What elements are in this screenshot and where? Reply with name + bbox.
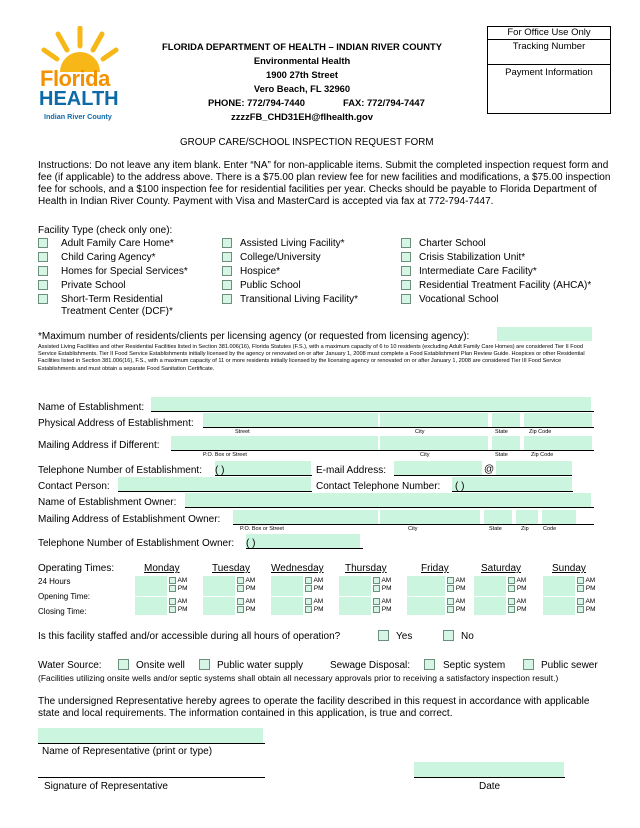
logo-text-county: Indian River County [44, 112, 112, 121]
state-sublabel: State [495, 429, 508, 435]
state-sublabel: State [489, 526, 502, 532]
onsite-well-checkbox[interactable] [118, 659, 129, 670]
facility-label: Charter School [419, 238, 486, 249]
owner-name-label: Name of Establishment Owner: [38, 497, 177, 508]
checkbox[interactable] [401, 238, 411, 248]
pm-label: PM [455, 584, 466, 592]
underline [215, 475, 312, 476]
city-sublabel: City [415, 429, 425, 435]
tracking-number-label: Tracking Number [488, 40, 610, 65]
pm-label: PM [516, 584, 527, 592]
facility-option[interactable] [38, 266, 48, 277]
checkbox[interactable] [401, 252, 411, 262]
underline [452, 491, 573, 492]
24-hours-label: 24 Hours [38, 577, 71, 586]
underline [394, 475, 572, 476]
am-label: AM [381, 577, 392, 585]
saturday-open-input[interactable] [474, 576, 506, 596]
monday-close-input[interactable] [135, 597, 167, 615]
phone-parens: ( ) [215, 465, 225, 476]
zip-code-sublabel: Zip Code [531, 452, 554, 458]
florida-health-logo [38, 26, 123, 124]
form-title: GROUP CARE/SCHOOL INSPECTION REQUEST FORM [180, 137, 434, 148]
checkbox[interactable] [222, 266, 232, 276]
septic-label: Septic system [443, 660, 506, 671]
facility-label: Intermediate Care Facility* [419, 266, 537, 277]
owner-telephone-label: Telephone Number of Establishment Owner: [38, 538, 235, 549]
pm-label: PM [585, 605, 596, 613]
contact-telephone-input[interactable] [452, 477, 572, 491]
day-saturday: Saturday [481, 563, 522, 574]
owner-zip-input[interactable] [516, 510, 538, 524]
sunday-close-input[interactable] [543, 597, 575, 615]
pm-label: PM [177, 584, 188, 592]
header-email: zzzzFB_CHD31EH@flhealth.gov [231, 111, 373, 122]
office-use-box [487, 26, 611, 114]
checkbox[interactable] [38, 280, 48, 290]
checkbox[interactable] [222, 280, 232, 290]
facility-option[interactable] [38, 294, 48, 305]
date-label: Date [479, 781, 501, 792]
day-friday: Friday [421, 563, 449, 574]
pm-label: PM [177, 605, 188, 613]
checkbox[interactable] [38, 294, 48, 304]
header-line4: Vero Beach, FL 32960 [253, 83, 351, 94]
owner-telephone-input[interactable] [246, 534, 360, 548]
phone-parens: ( ) [246, 538, 256, 549]
wednesday-open-ampm[interactable] [305, 577, 324, 592]
city-sublabel: City [408, 526, 418, 532]
facility-option[interactable] [38, 238, 48, 249]
friday-open-input[interactable] [407, 576, 445, 596]
underline [171, 450, 594, 451]
am-label: AM [516, 577, 527, 585]
septic-checkbox[interactable] [424, 659, 435, 670]
pm-label: PM [313, 584, 324, 592]
approval-note: (Facilities utilizing onsite wells and/or septic systems shall obtain all necessary approvals prior to receiving a satisfactory inspection result.) [38, 673, 559, 683]
header-line3: 1900 27th Street [266, 69, 338, 80]
am-label: AM [313, 577, 324, 585]
checkbox[interactable] [222, 238, 232, 248]
facility-option[interactable] [401, 252, 411, 263]
checkbox[interactable] [222, 252, 232, 262]
checkbox[interactable] [38, 252, 48, 262]
closing-time-label: Closing Time: [38, 607, 87, 616]
saturday-close-input[interactable] [474, 597, 506, 615]
max-residents-note: Assisted Living Facilities and other Residential Facilities listed in Section 381.006(16), Florida Statutes (F.S.), with a maximum capacity of 6 to 10 residents (excluding Adult Family Care Homes) are considered Tier II Food Service Establishments. Tier II Food Service Establishments initially licensed by the agency or renovated on or after January 1, 2008 must complete a Food Establishment Plan Review Guide. Hospices or other Residential Facilities listed in Section 381.006(16), F.S., with a maximum capacity of 11 or more residents initially licensed by the licensing agency or renovated on or after January 1, 2008 are considered Tier III Food Service Establishments and must obtain a separate Food Sanitation Certificate. [38, 344, 585, 372]
sunday-open-ampm[interactable] [577, 577, 596, 592]
owner-street-input[interactable] [233, 510, 378, 524]
am-label: AM [313, 598, 324, 606]
public-sewer-label: Public sewer [541, 660, 598, 671]
facility-option[interactable] [401, 280, 411, 291]
saturday-open-ampm[interactable] [508, 577, 527, 592]
mailing-state-input[interactable] [492, 436, 520, 450]
checkbox[interactable] [401, 266, 411, 276]
underline [203, 427, 594, 428]
monday-close-ampm[interactable] [169, 598, 188, 613]
pm-label: PM [245, 584, 256, 592]
signature-label: Signature of Representative [44, 781, 168, 792]
telephone-label: Telephone Number of Establishment: [38, 465, 202, 476]
onsite-well-label: Onsite well [136, 660, 185, 671]
facility-option[interactable] [222, 294, 232, 305]
contact-telephone-label: Contact Telephone Number: [316, 481, 441, 492]
facility-option[interactable] [222, 238, 232, 249]
facility-label: College/University [240, 252, 321, 263]
friday-close-input[interactable] [407, 597, 445, 615]
payment-information-label: Payment Information [505, 67, 593, 78]
facility-option[interactable] [38, 280, 48, 291]
code-sublabel: Code [543, 526, 557, 532]
am-label: AM [455, 577, 466, 585]
representative-name-label: Name of Representative (print or type) [42, 746, 213, 757]
logo-text-health: HEALTH [39, 88, 119, 110]
tuesday-open-ampm[interactable] [237, 577, 256, 592]
physical-city-input[interactable] [380, 413, 488, 427]
am-label: AM [381, 598, 392, 606]
email-user-input[interactable] [394, 461, 482, 475]
operating-times-label: Operating Times: [38, 563, 115, 574]
staffed-question: Is this facility staffed and/or accessible during all hours of operation? [38, 631, 341, 642]
pm-label: PM [585, 584, 596, 592]
facility-label: Residential Treatment Facility (AHCA)* [419, 280, 592, 291]
day-tuesday: Tuesday [212, 563, 250, 574]
state-sublabel: State [495, 452, 508, 458]
header-line2: Environmental Health [253, 55, 351, 66]
staffed-yes-checkbox[interactable] [378, 630, 389, 641]
monday-open-input[interactable] [135, 576, 167, 596]
facility-label: Assisted Living Facility* [240, 238, 345, 249]
email-domain-input[interactable] [496, 461, 572, 475]
facility-option[interactable] [38, 252, 48, 263]
logo-text-florida: Florida [40, 66, 110, 91]
establishment-name-input[interactable] [151, 397, 591, 411]
facility-option[interactable] [222, 280, 232, 291]
day-thursday: Thursday [345, 563, 387, 574]
public-water-checkbox[interactable] [199, 659, 210, 670]
pm-label: PM [455, 605, 466, 613]
owner-code-input[interactable] [542, 510, 576, 524]
facility-option[interactable] [401, 294, 411, 305]
underline [185, 507, 594, 508]
day-wednesday: Wednesday [271, 563, 324, 574]
owner-state-input[interactable] [484, 510, 512, 524]
facility-option[interactable] [222, 266, 232, 277]
pm-label: PM [381, 584, 392, 592]
facility-label: Vocational School [419, 294, 499, 305]
am-label: AM [516, 598, 527, 606]
sunday-open-input[interactable] [543, 576, 575, 596]
thursday-open-ampm[interactable] [373, 577, 392, 592]
facility-label: Homes for Special Services* [61, 266, 188, 277]
opening-time-label: Opening Time: [38, 592, 91, 601]
pm-label: PM [313, 605, 324, 613]
owner-name-input[interactable] [185, 493, 591, 507]
monday-open-ampm[interactable] [169, 577, 188, 592]
facility-label: Child Caring Agency* [61, 252, 156, 263]
header-fax: FAX: 772/794-7447 [343, 97, 425, 108]
day-sunday: Sunday [552, 563, 586, 574]
mailing-street-input[interactable] [171, 436, 378, 450]
physical-street-input[interactable] [203, 413, 378, 427]
public-sewer-checkbox[interactable] [523, 659, 534, 670]
thursday-close-input[interactable] [339, 597, 371, 615]
email-label: E-mail Address: [316, 465, 387, 476]
am-label: AM [177, 577, 188, 585]
owner-mailing-label: Mailing Address of Establishment Owner: [38, 514, 221, 525]
pm-label: PM [245, 605, 256, 613]
po-box-sublabel: P.O. Box or Street [240, 526, 284, 532]
day-monday: Monday [144, 563, 180, 574]
water-source-label: Water Source: [38, 660, 102, 671]
pm-label: PM [381, 605, 392, 613]
underline [118, 491, 312, 492]
owner-city-input[interactable] [380, 510, 480, 524]
physical-address-label: Physical Address of Establishment: [38, 418, 194, 429]
wednesday-open-input[interactable] [271, 576, 303, 596]
checkbox[interactable] [38, 238, 48, 248]
signature-line[interactable] [38, 777, 265, 778]
mailing-city-input[interactable] [380, 436, 488, 450]
telephone-input[interactable] [215, 461, 311, 475]
header-line1: FLORIDA DEPARTMENT OF HEALTH – INDIAN RIVER COUNTY [161, 41, 443, 52]
zip-sublabel: Zip [521, 526, 529, 532]
underline [414, 777, 565, 778]
underline [38, 743, 265, 744]
street-sublabel: Street [235, 429, 250, 435]
office-use-title: For Office Use Only [488, 27, 610, 40]
friday-open-ampm[interactable] [447, 577, 466, 592]
am-label: AM [585, 598, 596, 606]
checkbox[interactable] [401, 294, 411, 304]
header-phone: PHONE: 772/794-7440 [208, 97, 305, 108]
saturday-close-ampm[interactable] [508, 598, 527, 613]
city-sublabel: City [420, 452, 430, 458]
facility-label: Private School [61, 280, 126, 291]
facility-label: Hospice* [240, 266, 281, 277]
physical-state-input[interactable] [492, 413, 520, 427]
checkbox[interactable] [38, 266, 48, 276]
date-input[interactable] [414, 762, 564, 777]
zip-code-sublabel: Zip Code [529, 429, 552, 435]
facility-option[interactable] [401, 238, 411, 249]
staffed-yes-label: Yes [396, 631, 413, 642]
am-label: AM [177, 598, 188, 606]
at-sign: @ [484, 464, 495, 475]
checkbox[interactable] [401, 280, 411, 290]
representative-name-input[interactable] [38, 728, 263, 743]
wednesday-close-ampm[interactable] [305, 598, 324, 613]
facility-option[interactable] [401, 266, 411, 277]
am-label: AM [245, 577, 256, 585]
contact-person-input[interactable] [118, 477, 311, 491]
tuesday-open-input[interactable] [203, 576, 235, 596]
underline [246, 548, 363, 549]
facility-label: Short-Term Residential Treatment Center (DCF)* [61, 294, 173, 317]
tuesday-close-input[interactable] [203, 597, 235, 615]
contact-person-label: Contact Person: [38, 481, 110, 492]
max-residents-input[interactable] [497, 327, 592, 341]
sewage-disposal-label: Sewage Disposal: [330, 660, 411, 671]
facility-label: Transitional Living Facility* [240, 294, 359, 305]
sunday-close-ampm[interactable] [577, 598, 596, 613]
staffed-no-checkbox[interactable] [443, 630, 454, 641]
am-label: AM [585, 577, 596, 585]
checkbox[interactable] [222, 294, 232, 304]
public-water-label: Public water supply [217, 660, 304, 671]
underline [151, 411, 594, 412]
wednesday-close-input[interactable] [271, 597, 303, 615]
thursday-close-ampm[interactable] [373, 598, 392, 613]
friday-close-ampm[interactable] [447, 598, 466, 613]
agreement-text: The undersigned Representative hereby agrees to operate the facility described in this request in accordance with applicable state and local requirements. The information contained in this application, is true and correct. [38, 696, 590, 719]
facility-option[interactable] [222, 252, 232, 263]
underline [233, 524, 594, 525]
phone-parens: ( ) [455, 481, 465, 492]
mailing-address-label: Mailing Address if Different: [38, 440, 160, 451]
facility-label: Adult Family Care Home* [61, 238, 174, 249]
mailing-zip-input[interactable] [524, 436, 592, 450]
po-box-sublabel: P.O. Box or Street [203, 452, 247, 458]
facility-label: Public School [240, 280, 301, 291]
facility-type-label: Facility Type (check only one): [38, 225, 173, 236]
max-residents-label: *Maximum number of residents/clients per licensing agency (or requested from licensing agency): [38, 331, 470, 342]
establishment-name-label: Name of Establishment: [38, 402, 145, 413]
tuesday-close-ampm[interactable] [237, 598, 256, 613]
instructions: Instructions: Do not leave any item blank. Enter “NA” for non-applicable items. Submit the completed inspection request form and fee (if applicable) to the address above. There is a $75.00 plan review fee for new facilities and modifications, a $75.00 inspection fee for schools, and a $100 inspection fee for residential facilities per year. Checks should be payable to Florida Department of Health in Indian River County. Payment with Visa and MasterCard is accepted via fax at 772-794-7447. [38, 160, 611, 207]
pm-label: PM [516, 605, 527, 613]
staffed-no-label: No [461, 631, 474, 642]
am-label: AM [455, 598, 466, 606]
facility-label: Crisis Stabilization Unit* [419, 252, 526, 263]
am-label: AM [245, 598, 256, 606]
thursday-open-input[interactable] [339, 576, 371, 596]
physical-zip-input[interactable] [524, 413, 592, 427]
